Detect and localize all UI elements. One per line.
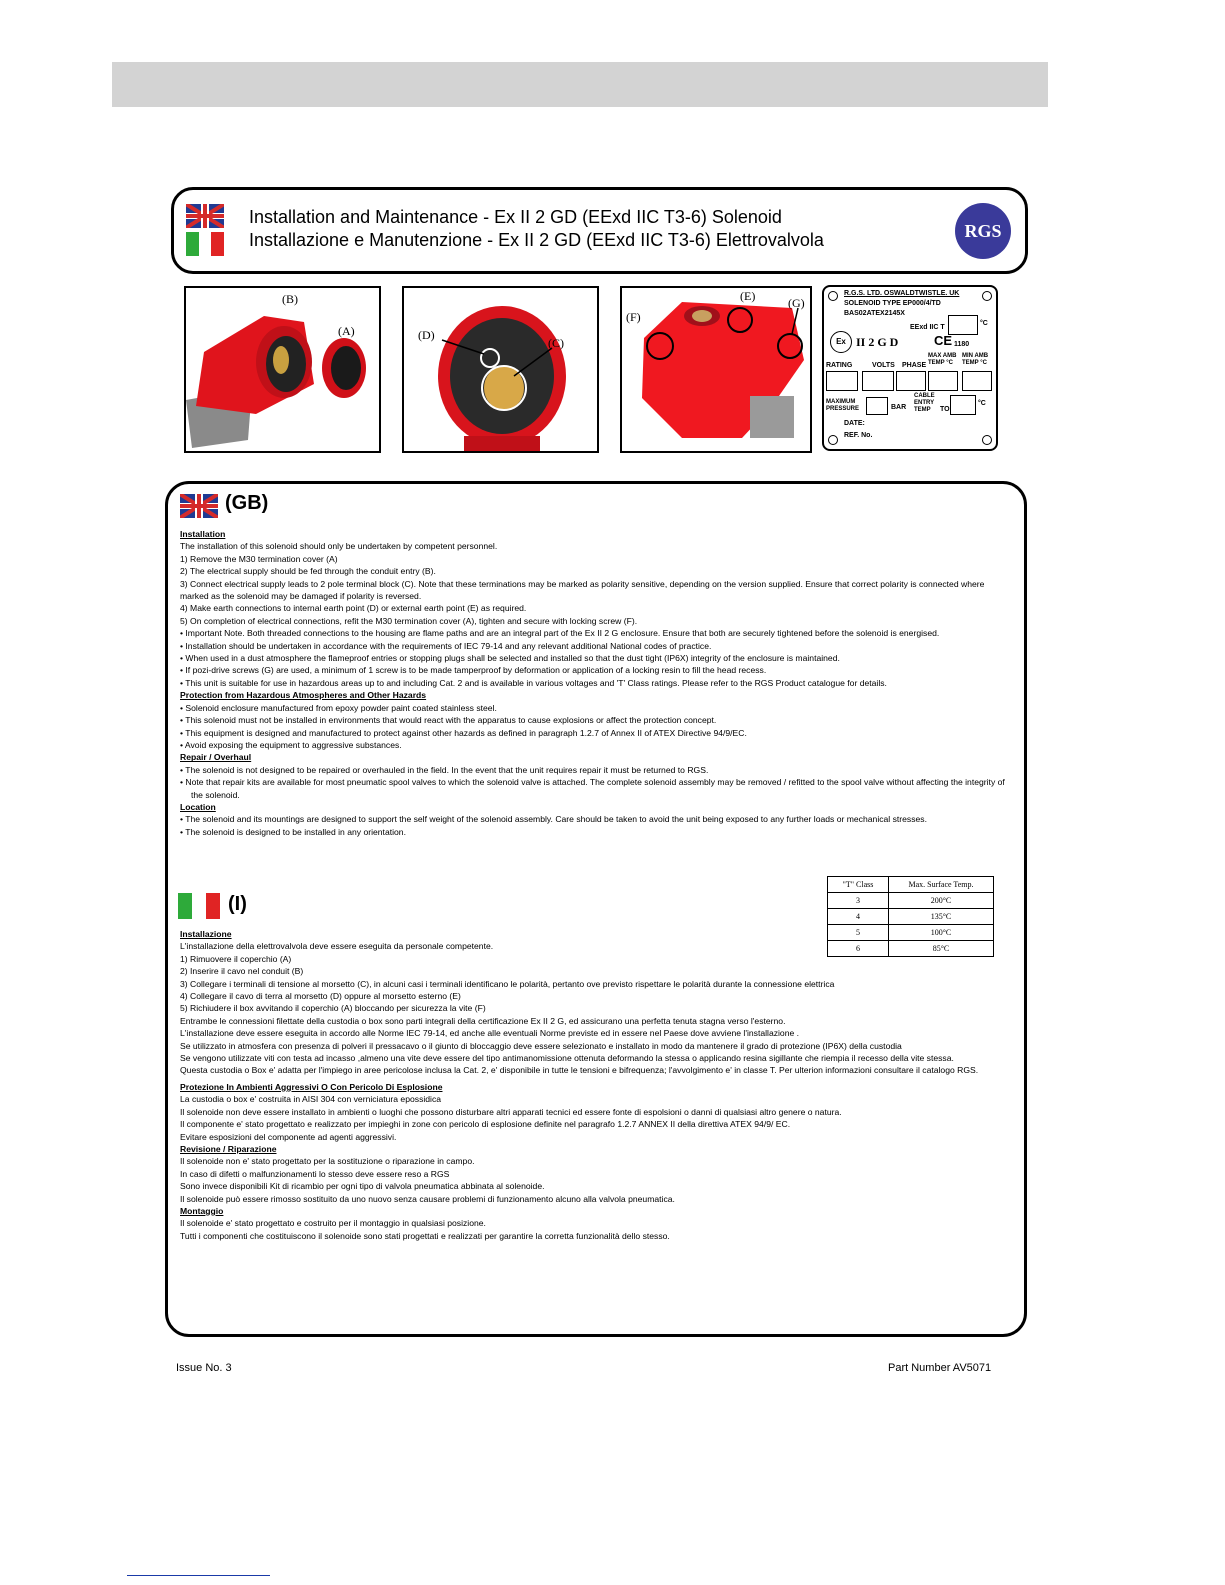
gb-repair-heading: Repair / Overhaul bbox=[180, 752, 252, 763]
gb-installation-line: 5) On completion of electrical connections, refit the M30 termination cover (A), tighten and secure with locking screw (F). bbox=[180, 615, 638, 626]
it-protezione-line: La custodia o box e' costruita in AISI 304 con verniciatura epossidica bbox=[180, 1094, 442, 1105]
temp-cell: 85°C bbox=[889, 941, 994, 957]
it-installazione-line: L'installazione deve essere eseguita in accordo alle Norme IEC 79-14, ed anche alle eventuali Norme previste ed in essere nel Paese dove avviene l'installazione . bbox=[180, 1028, 800, 1039]
title-en: Installation and Maintenance - Ex II 2 GD (EExd IIC T3-6) Solenoid bbox=[249, 207, 782, 227]
it-protezione-line: Il componente e' stato progettato e realizzato per impieghi in zone con pericolo di esplosione definite nel paragrafo 1.2.7 ANNEX II della direttiva ATEX 94/9/ EC. bbox=[180, 1119, 791, 1130]
plate-c: °C bbox=[980, 320, 988, 327]
it-revisione-line: Sono invece disponibili Kit di ricambio per ogni tipo di valvola pneumatica abbinata al solenoide. bbox=[180, 1181, 545, 1192]
plate-ref: REF. No. bbox=[844, 432, 873, 439]
plate-phase-box bbox=[896, 371, 926, 391]
link-underline bbox=[127, 1575, 270, 1576]
top-grey-bar bbox=[112, 62, 1048, 107]
it-installazione-line: 4) Collegare il cavo di terra al morsetto (D) oppure al morsetto esterno (E) bbox=[180, 991, 461, 1002]
plate-volts: VOLTS bbox=[872, 362, 895, 369]
plate-cable: CABLE ENTRY TEMP bbox=[914, 393, 935, 413]
it-installazione-line: Questa custodia o Box e' adatta per l'impiego in aree pericolose inclusa la Cat. 2, e' disponibile in tutte le tensioni e bifrequenza; l'avvolgimento e' in classe T. Per ulterion informazioni consultare il catalogo RGS. bbox=[180, 1065, 979, 1076]
it-installazione-line: Se vengono utilizzate viti con testa ad incasso ,almeno una vite deve essere del tipo antimanomissione ottenuta deformando la stessa o applicando resina sigillante che riempia il recesso della vite stessa. bbox=[180, 1053, 954, 1064]
it-revisione-line: In caso di difetti o malfunzionamenti lo stesso deve essere reso a RGS bbox=[180, 1168, 450, 1179]
gb-installation-bullet: • When used in a dust atmosphere the flameproof entries or stopping plugs shall be selected and installed so that the dust tight (IP6X) integrity of the enclosure is maintained. bbox=[180, 653, 840, 664]
gb-protection-bullet: • This solenoid must not be installed in environments that would react with the apparatus to cause explosions or affect the protection concept. bbox=[180, 715, 717, 726]
uk-flag-icon bbox=[180, 494, 218, 518]
ex-mark-icon: Ex bbox=[830, 331, 852, 353]
it-revisione-line: Il solenoide può essere rimosso sostituito da uno nuovo senza causare problemi di funzionamento alcuno alla valvola pneumatica. bbox=[180, 1193, 675, 1204]
it-installazione-line: L'installazione della elettrovalvola deve essere eseguita da personale competente. bbox=[180, 941, 494, 952]
it-installazione-line: 2) Inserire il cavo nel conduit (B) bbox=[180, 966, 304, 977]
solenoid-front-image bbox=[404, 288, 599, 453]
t-class-row bbox=[828, 909, 994, 925]
gb-installation-line: 4) Make earth connections to internal earth point (D) or external earth point (E) as required. bbox=[180, 603, 527, 614]
gb-installation-line: 2) The electrical supply should be fed through the conduit entry (B). bbox=[180, 566, 436, 577]
it-protezione-heading: Protezione In Ambienti Aggressivi O Con Pericolo Di Esplosione bbox=[180, 1081, 443, 1092]
callout-c: (C) bbox=[548, 336, 564, 350]
plate-max-amb: MAX AMB TEMP °C bbox=[928, 353, 957, 366]
italy-flag-icon bbox=[186, 232, 224, 256]
plate-pressure-box bbox=[866, 397, 888, 415]
callout-d: (D) bbox=[418, 328, 435, 342]
callout-e: (E) bbox=[740, 289, 756, 303]
t-class-cell: 6 bbox=[828, 941, 889, 957]
plate-bar: BAR bbox=[891, 404, 907, 411]
gb-installation-bullet: • Important Note. Both threaded connections to the housing are flame paths and are an integral part of the Ex II 2 G enclosure. Ensure that both are securely tightened before the solenoid is energised. bbox=[180, 628, 940, 639]
gb-location-bullet: • The solenoid is designed to be installed in any orientation. bbox=[180, 826, 406, 837]
rgs-logo: RGS bbox=[955, 203, 1011, 259]
it-protezione-line: Evitare esposizioni del componente ad agenti aggressivi. bbox=[180, 1131, 397, 1142]
plate-company: R.G.S. LTD. OSWALDTWISTLE. UK bbox=[844, 290, 960, 297]
temp-cell: 200°C bbox=[889, 893, 994, 909]
photo-earth-points bbox=[620, 286, 812, 453]
plate-to: TO bbox=[940, 406, 950, 413]
gb-location-bullet: • The solenoid and its mountings are designed to support the self weight of the solenoid assembly. Care should be taken to avoid the unit being exposed to any further loads or mechanical stresses. bbox=[180, 814, 927, 825]
gb-protection-bullet: • Solenoid enclosure manufactured from epoxy powder paint coated stainless steel. bbox=[180, 702, 497, 713]
gb-installation-heading: Installation bbox=[180, 529, 226, 539]
callout-b: (B) bbox=[282, 292, 298, 306]
plate-min-amb: MIN AMB TEMP °C bbox=[962, 353, 989, 366]
photo-terminal-block bbox=[402, 286, 599, 453]
gb-location-heading: Location bbox=[180, 801, 216, 812]
title-it: Installazione e Manutenzione - Ex II 2 GD (EExd IIC T3-6) Elettrovalvola bbox=[249, 230, 824, 250]
plate-cert: BAS02ATEX2145X bbox=[844, 310, 905, 317]
rating-plate bbox=[822, 285, 998, 451]
it-revisione-line: Il solenoide non e' stato progettato per la sostituzione o riparazione in campo. bbox=[180, 1156, 475, 1167]
plate-rating: RATING bbox=[826, 362, 853, 369]
issue-number: Issue No. 3 bbox=[176, 1362, 232, 1374]
plate-ce-num: 1180 bbox=[954, 341, 970, 348]
plate-rating-box bbox=[826, 371, 858, 391]
it-installazione-line: 5) Richiudere il box avvitando il coperchio (A) bloccando per sicurezza la vite (F) bbox=[180, 1003, 486, 1014]
it-montaggio-heading: Montaggio bbox=[180, 1205, 224, 1216]
gb-repair-bullet: • Note that repair kits are available for most pneumatic spool valves to which the solenoid valve is attached. The complete solenoid assembly may be removed / refitted to the spool valve without affecting the integrity of the solenoid. bbox=[180, 777, 1005, 800]
temp-cell: 100°C bbox=[889, 925, 994, 941]
gb-protection-bullet: • This equipment is designed and manufactured to protect against other hazards as defined in paragraph 1.2.7 of Annex II of ATEX Directive 94/9/EC. bbox=[180, 727, 747, 738]
plate-cable-box bbox=[950, 395, 976, 415]
callout-f: (F) bbox=[626, 310, 641, 324]
it-installazione-line: 3) Collegare i terminali di tensione al morsetto (C), in alcuni casi i terminali identificano le polarità, pertanto ove previsto rispettare le polarità durante la connessione elettrica bbox=[180, 978, 835, 989]
part-number: Part Number AV5071 bbox=[888, 1362, 992, 1374]
plate-ce: CE bbox=[934, 333, 953, 348]
plate-hole bbox=[828, 291, 838, 301]
plate-hole bbox=[828, 435, 838, 445]
photo-termination-cover bbox=[184, 286, 381, 453]
it-heading: (I) bbox=[228, 893, 247, 915]
plate-hole bbox=[982, 435, 992, 445]
plate-volts-box bbox=[862, 371, 894, 391]
it-protezione-line: Il solenoide non deve essere installato in ambienti o luoghi che possono disturbare altri apparati tecnici ed essere fonte di espolsioni o danni di qualsiasi altro genere o natura. bbox=[180, 1106, 842, 1117]
it-installazione-line: Se utilizzato in atmosfera con presenza di polveri il pressacavo o il giunto di bloccaggio deve essere selezionato e installato in modo da mantenere il grado di protezione (IP6X) della custodia bbox=[180, 1040, 902, 1051]
plate-solenoid-type: SOLENOID TYPE EP000/4/TD bbox=[844, 300, 941, 307]
t-class-cell: 4 bbox=[828, 909, 889, 925]
uk-flag-icon bbox=[186, 204, 224, 228]
gb-repair-bullet: • The solenoid is not designed to be repaired or overhauled in the field. In the event that the unit requires repair it must be returned to RGS. bbox=[180, 764, 709, 775]
gb-protection-heading: Protection from Hazardous Atmospheres and Other Hazards bbox=[180, 690, 427, 701]
italy-flag-icon bbox=[178, 893, 220, 919]
gb-installation-line: 1) Remove the M30 termination cover (A) bbox=[180, 553, 338, 564]
it-montaggio-line: Tutti i componenti che costituiscono il solenoide sono stati progettati e realizzati per garantire la corretta funzionalità dello stesso. bbox=[180, 1230, 670, 1241]
t-class-row bbox=[828, 893, 994, 909]
gb-section bbox=[180, 528, 1010, 838]
title-box bbox=[171, 187, 1028, 274]
callout-g: (G) bbox=[788, 296, 805, 310]
gb-protection-bullet: • Avoid exposing the equipment to aggressive substances. bbox=[180, 739, 402, 750]
gb-installation-line: The installation of this solenoid should only be undertaken by competent personnel. bbox=[180, 541, 498, 552]
t-class-header: "T" Class bbox=[828, 877, 889, 893]
plate-min-box bbox=[962, 371, 992, 391]
it-section bbox=[180, 928, 1010, 1242]
callout-a: (A) bbox=[338, 324, 355, 338]
gb-installation-line: 3) Connect electrical supply leads to 2 pole terminal block (C). Note that these terminations may be marked as polarity sensitive, depending on the version supplied. Ensure that correct polarity is connected where marked as the solenoid may be damaged if polarity is reversed. bbox=[180, 578, 985, 602]
plate-date: DATE: bbox=[844, 420, 865, 427]
plate-max-box bbox=[928, 371, 958, 391]
it-installazione-line: Entrambe le connessioni filettate della custodia o box sono parti integrali della certificazione Ex II 2 G, ed assicurano una perfetta tenuta stagna verso l'esterno. bbox=[180, 1015, 786, 1026]
plate-eexd: EExd IIC T bbox=[910, 324, 945, 331]
max-temp-header: Max. Surface Temp. bbox=[889, 877, 994, 893]
temp-cell: 135°C bbox=[889, 909, 994, 925]
t-class-cell: 5 bbox=[828, 925, 889, 941]
plate-c2: °C bbox=[978, 400, 986, 407]
it-installazione-line: 1) Rimuovere il coperchio (A) bbox=[180, 953, 292, 964]
solenoid-top-image bbox=[622, 288, 812, 453]
gb-installation-bullet: • If pozi-drive screws (G) are used, a minimum of 1 screw is to be made tamperproof by deformation or application of a locking resin to fill the head recess. bbox=[180, 665, 767, 676]
it-revisione-heading: Revisione / Riparazione bbox=[180, 1143, 277, 1154]
gb-heading: (GB) bbox=[225, 492, 269, 514]
it-montaggio-line: Il solenoide e' stato progettato e costruito per il montaggio in qualsiasi posizione. bbox=[180, 1218, 486, 1229]
plate-group: II 2 G D bbox=[856, 335, 899, 349]
t-class-cell: 3 bbox=[828, 893, 889, 909]
it-installazione-heading: Installazione bbox=[180, 929, 232, 939]
gb-installation-bullet: • This unit is suitable for use in hazardous areas up to and including Cat. 2 and is available in various voltages and 'T' Class ratings. Please refer to the RGS Product catalogue for details. bbox=[180, 677, 887, 688]
plate-t-box bbox=[948, 315, 978, 335]
plate-max-pressure: MAXIMUM PRESSURE bbox=[826, 399, 860, 412]
plate-hole bbox=[982, 291, 992, 301]
plate-phase: PHASE bbox=[902, 362, 927, 369]
solenoid-side-image bbox=[186, 288, 381, 453]
gb-installation-bullet: • Installation should be undertaken in accordance with the requirements of IEC 79-14 and any relevant additional National codes of practice. bbox=[180, 640, 712, 651]
